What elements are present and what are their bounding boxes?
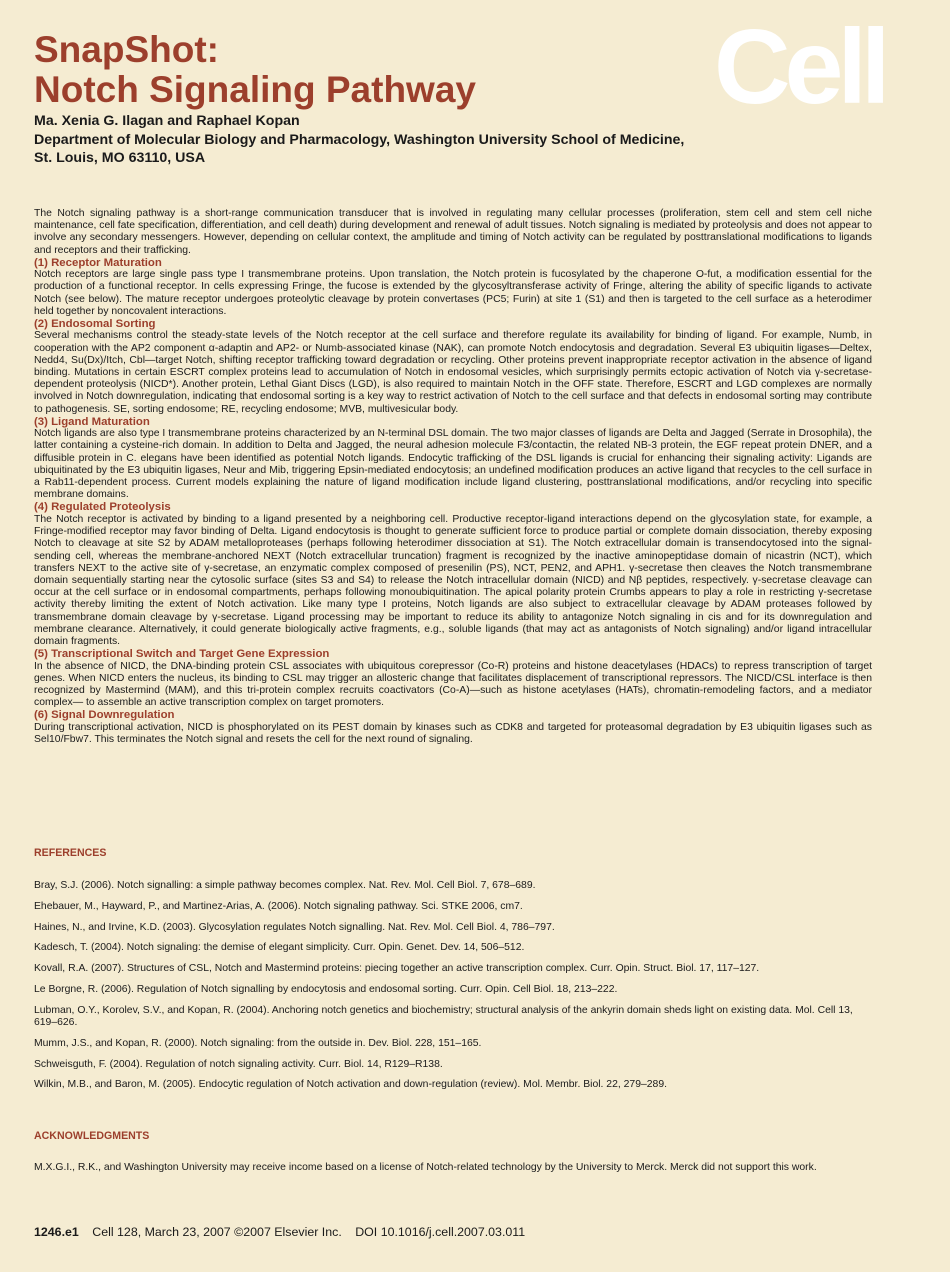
section-text: During transcriptional activation, NICD is phosphorylated on its PEST domain by kinases such as CDK8 and targeted for proteasomal degradation by E3 ubiquitin ligases such as Sel10/Fbw7. This terminates the Notch signal and resets the cell for the next round of signaling. <box>34 721 872 745</box>
page-footer <box>34 1225 525 1239</box>
reference-item: Haines, N., and Irvine, K.D. (2003). Glycosylation regulates Notch signalling. Nat. Rev. Mol. Cell Biol. 4, 786–797. <box>34 921 555 933</box>
acknowledgments-heading: ACKNOWLEDGMENTS <box>34 1130 150 1142</box>
section-heading: (1) Receptor Maturation <box>34 256 162 269</box>
section-text: Notch receptors are large single pass type I transmembrane proteins. Upon translation, the Notch protein is fucosylated by the chaperone O-fut, a modification essential for the production of a functional receptor. In cells expressing Fringe, the fucose is extended by the glycosyltransferase activity of Fringe, altering the ability of specific ligands to activate Notch (see below). The mature receptor undergoes proteolytic cleavage by protein convertases (PC5; Furin) at site 1 (S1) and then is targeted to the cell surface as a heterodimer held together by noncovalent interactions. <box>34 269 872 317</box>
acknowledgments-text: M.X.G.I., R.K., and Washington University may receive income based on a license of Notch-related technology by the University to Merck. Merck did not support this work. <box>34 1162 817 1173</box>
affiliation <box>34 131 754 167</box>
affiliation-line-2: St. Louis, MO 63110, USA <box>34 150 206 166</box>
intro-paragraph: The Notch signaling pathway is a short-range communication transducer that is involved in regulating many cellular processes (proliferation, stem cell and stem cell niche maintenance, cell fate specification, differentiation, and cell death) during development and renewal of adult tissues. Notch signaling is mediated by proteolysis and does not appear to involve any secondary messengers. However, depending on cellular context, the amplitude and timing of Notch activity can be regulated by posttranslational modifications to ligands and receptors and their trafficking. <box>34 208 872 256</box>
section-heading: (3) Ligand Maturation <box>34 415 150 428</box>
title-line-1: SnapShot: <box>34 29 219 70</box>
reference-item: Le Borgne, R. (2006). Regulation of Notch signalling by endocytosis and endosomal sorting. Curr. Opin. Cell Biol. 18, 213–222. <box>34 983 618 995</box>
reference-item: Kadesch, T. (2004). Notch signaling: the demise of elegant simplicity. Curr. Opin. Genet. Dev. 14, 506–512. <box>34 942 525 954</box>
affiliation-line-1: Department of Molecular Biology and Pharmacology, Washington University School of Medicine, <box>34 132 685 148</box>
section-text: Several mechanisms control the steady-state levels of the Notch receptor at the cell surface and therefore regulate its availability for binding of ligand. For example, Numb, in cooperation with the AP2 component α-adaptin and AP2- or Numb-associated kinase (NAK), can promote Notch endocytosis and degradation. Several E3 ubiquitin ligases—Deltex, Nedd4, Su(Dx)/Itch, Cbl—target Notch, shifting receptor trafficking toward degradation or recycling. Other proteins prevent inappropriate receptor activation in the absence of ligand binding. Mutations in certain ESCRT complex proteins lead to accumulation of Notch in endosomal vesicles, which surprisingly permits ectopic activation of Notch via γ-secretase-dependent proteolysis (NICD*). Another protein, Lethal Giant Discs (LGD), is also required to maintain Notch in the OFF state. Therefore, ESCRT and LGD complexes are normally involved in Notch downregulation, indicating that endosomal sorting is a key way to restrict activation of Notch to the cell surface and that defects in endosomal sorting may contribute to pathogenesis. SE, sorting endosome; RE, recycling endosome; MVB, multivesicular body. <box>34 330 872 415</box>
reference-item: Mumm, J.S., and Kopan, R. (2000). Notch signaling: from the outside in. Dev. Biol. 228, 151–165. <box>34 1037 482 1049</box>
reference-item: Kovall, R.A. (2007). Structures of CSL, Notch and Mastermind proteins: piecing together an active transcription complex. Curr. Opin. Struct. Biol. 17, 117–127. <box>34 963 760 975</box>
reference-item: Lubman, O.Y., Korolev, S.V., and Kopan, R. (2004). Anchoring notch genetics and biochemistry; structural analysis of the ankyrin domain sheds light on existing data. Mol. Cell 13, 619–626. <box>34 1004 853 1028</box>
page-title <box>34 30 476 110</box>
section-heading: (4) Regulated Proteolysis <box>34 501 171 514</box>
section-text: Notch ligands are also type I transmembrane proteins characterized by an N-terminal DSL domain. The two major classes of ligands are Delta and Jagged (Serrate in Drosophila), the latter containing a cysteine-rich domain. In addition to Delta and Jagged, the neural adhesion molecule F3/contactin, the related NB-3 protein, the EGF repeat protein DNER, and a diffusible protein in C. elegans have been identified as potential Notch ligands. Endocytic trafficking of the DSL ligands is crucial for enhancing their signaling activity: Ligands are ubiquitinated by the E3 ubiquitin ligases, Neur and Mib, triggering Epsin-mediated endocytosis; an undefined modification produces an active ligand that recycles to the cell surface in a Rab11-dependent process. Current models explaining the nature of ligand modification include ligand clustering, posttranslational modifications, and/or recycling into specific membrane domains. <box>34 428 872 501</box>
doi: DOI 10.1016/j.cell.2007.03.011 <box>355 1225 526 1239</box>
reference-item: Wilkin, M.B., and Baron, M. (2005). Endocytic regulation of Notch activation and down-regulation (review). Mol. Membr. Biol. 22, 279–289. <box>34 1079 667 1091</box>
section-text: The Notch receptor is activated by binding to a ligand presented by a neighboring cell. Productive receptor-ligand interactions depend on the glycosylation state, for example, a Fringe-modified receptor may favor binding of Delta. Ligand endocytosis is thought to generate sufficient force to produce partial or complete domain dissociation, thereby exposing Notch to cleavage at site S2 by ADAM metalloproteases (perhaps following heterodimer dissociation at S1). The Notch extracellular domain is transendocytosed into the signal-sending cell, whereas the membrane-anchored NEXT (Notch extracellular truncation) fragment is recognized by the inactive aminopeptidase domain of nicastrin (NCT), which transfers NEXT to the active site of γ-secretase, an enzymatic complex composed of presenilin (PS), NCT, PEN2, and APH1. γ-secretase then cleaves the Notch transmembrane domain sequentially starting near the cytosolic surface (sites S3 and S4) to release the Notch intracellular domain (NICD) and Nβ peptides, respectively. γ-secretase cleavage can occur at the cell surface or in endosomal compartments, perhaps following monoubiquitination. The apical polarity protein Crumbs appears to play a role in restricting γ-secretase activity thereby limiting the extent of Notch activation. Like many type I proteins, Notch ligands are also subject to extracellular cleavage by ADAM proteases followed by transmembrane domain cleavage by γ-secretase. Ligand processing may be important to reduce its ability to antagonize Notch signaling in cis and for its downregulation and membrane clearance. Alternatively, it could generate biologically active fragments, e.g., soluble ligands (that may act as antagonists of Notch signaling) and/or ligand intracellular domain fragments. <box>34 513 872 647</box>
section-heading: (6) Signal Downregulation <box>34 709 175 722</box>
article-body <box>34 208 872 746</box>
authors: Ma. Xenia G. Ilagan and Raphael Kopan <box>34 113 300 129</box>
journal-citation: Cell 128, March 23, 2007 ©2007 Elsevier Inc. <box>92 1225 342 1239</box>
references-heading: REFERENCES <box>34 847 107 859</box>
cell-logo: Cell <box>714 8 885 126</box>
section-heading: (2) Endosomal Sorting <box>34 318 156 331</box>
reference-item: Schweisguth, F. (2004). Regulation of notch signaling activity. Curr. Biol. 14, R129–R138. <box>34 1058 443 1070</box>
section-heading: (5) Transcriptional Switch and Target Gene Expression <box>34 648 330 661</box>
section-text: In the absence of NICD, the DNA-binding protein CSL associates with ubiquitous corepressor (Co-R) proteins and histone deacetylases (HDACs) to repress transcription of target genes. When NICD enters the nucleus, its binding to CSL may trigger an allosteric change that facilitates displacement of transcriptional repressors. The NICD/CSL interface is then recognized by Mastermind (MAM), and this tri-protein complex recruits coactivators (Co-A)—such as histone acetylases (HATs), chromatin-remodeling factors, and a mediator complex— to assemble an active transcription complex on target promoters. <box>34 660 872 709</box>
title-line-2: Notch Signaling Pathway <box>34 69 476 110</box>
reference-item: Bray, S.J. (2006). Notch signalling: a simple pathway becomes complex. Nat. Rev. Mol. Cell Biol. 7, 678–689. <box>34 880 536 891</box>
reference-item: Ehebauer, M., Hayward, P., and Martinez-Arias, A. (2006). Notch signaling pathway. Sci. STKE 2006, cm7. <box>34 900 523 912</box>
page-number: 1246.e1 <box>34 1225 79 1239</box>
references-list <box>34 880 874 1100</box>
